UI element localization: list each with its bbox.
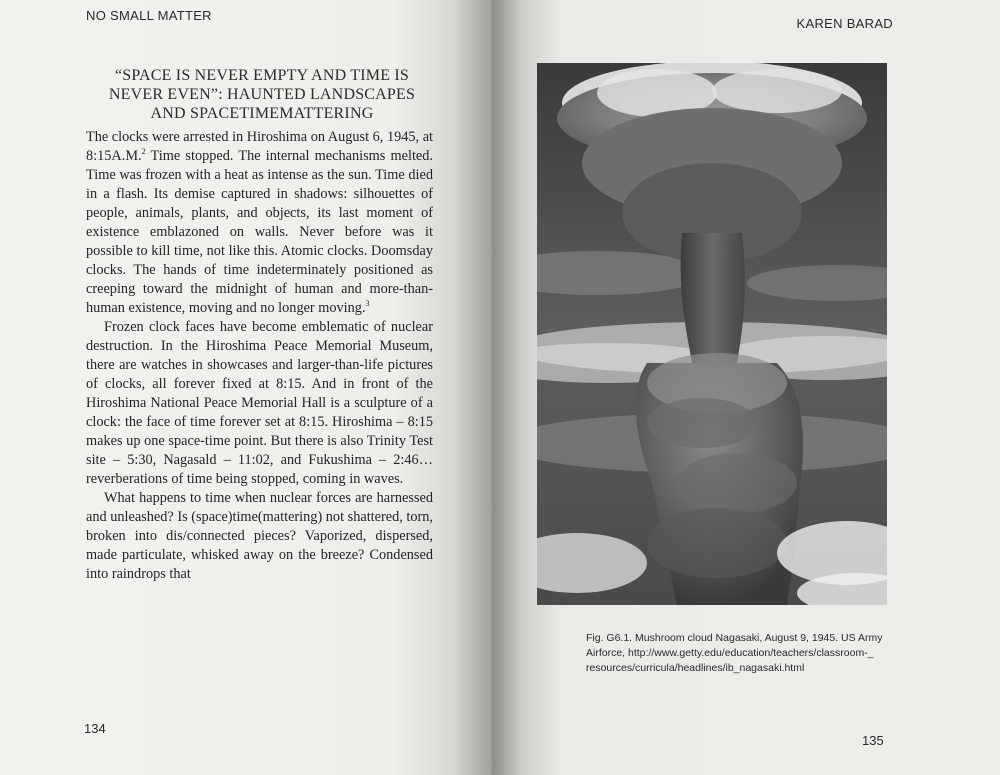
paragraph: What happens to time when nuclear forces are harnessed and unleashed? Is (space)time(mattering) not shattered, torn, broken into dis/connected pieces? Vaporized, dispersed, made particulate, whisked away on the breeze? Condensed into raindrops that xyxy=(86,490,433,582)
title-line: “SPACE IS NEVER EMPTY AND TIME IS xyxy=(114,67,410,84)
chapter-title xyxy=(92,66,432,123)
page-number-right: 135 xyxy=(862,733,884,748)
mushroom-cloud-illustration xyxy=(537,63,887,605)
mushroom-cloud-photo xyxy=(537,63,887,605)
paragraph-text: The clocks were arrested in Hiroshima on August 6, 1945, at 8:15A.M. xyxy=(86,129,434,164)
caption-line: resources/curricula/headlines/ib_nagasaki.html xyxy=(586,662,805,674)
figure-caption xyxy=(586,631,916,676)
title-line: AND SPACETIMEMATTERING xyxy=(150,105,374,122)
footnote-marker: 2 xyxy=(141,147,146,157)
running-head-left: NO SMALL MATTER xyxy=(86,8,212,23)
paragraph: Frozen clock faces have become emblematic of nuclear destruction. In the Hiroshima Peace Memorial Museum, there are watches in showcases and larger-than-life pictures of clocks, all forever fixed at 8:15. And in front of the Hiroshima National Peace Memorial Hall is a sculpture of a clock: the face of time forever set at 8:15. Hiroshima – 8:15 makes up one space-time point. But there is also Trinity Test site – 5:30, Nagasald – 11:02, and Fukushima – 2:46… reverberations of time being stopped, coming in waves. xyxy=(86,319,433,487)
caption-line: Airforce, http://www.getty.edu/education/teachers/classroom-_ xyxy=(586,647,874,659)
running-head-right: KAREN BARAD xyxy=(796,16,893,31)
page-number-left: 134 xyxy=(84,721,106,736)
paragraph-text: Time stopped. The internal mechanisms melted. Time was frozen with a heat as intense as the sun. Time died in a flash. Its demise captured in shadows: silhouettes of people, animals, plants, and objects, its last moment of existence emblazoned on walls. Never before was it possible to kill time, not like this. Atomic clocks. Doomsday clocks. The hands of time indeterminately positioned as creeping toward the midnight of human and more-than-human existence, moving and no longer moving. xyxy=(86,148,433,316)
paragraph xyxy=(86,128,433,318)
title-line: NEVER EVEN”: HAUNTED LANDSCAPES xyxy=(108,86,416,103)
body-text xyxy=(86,128,433,584)
footnote-marker: 3 xyxy=(365,299,370,309)
left-page xyxy=(0,0,492,775)
caption-line: Fig. G6.1. Mushroom cloud Nagasaki, August 9, 1945. US Army xyxy=(586,632,883,644)
